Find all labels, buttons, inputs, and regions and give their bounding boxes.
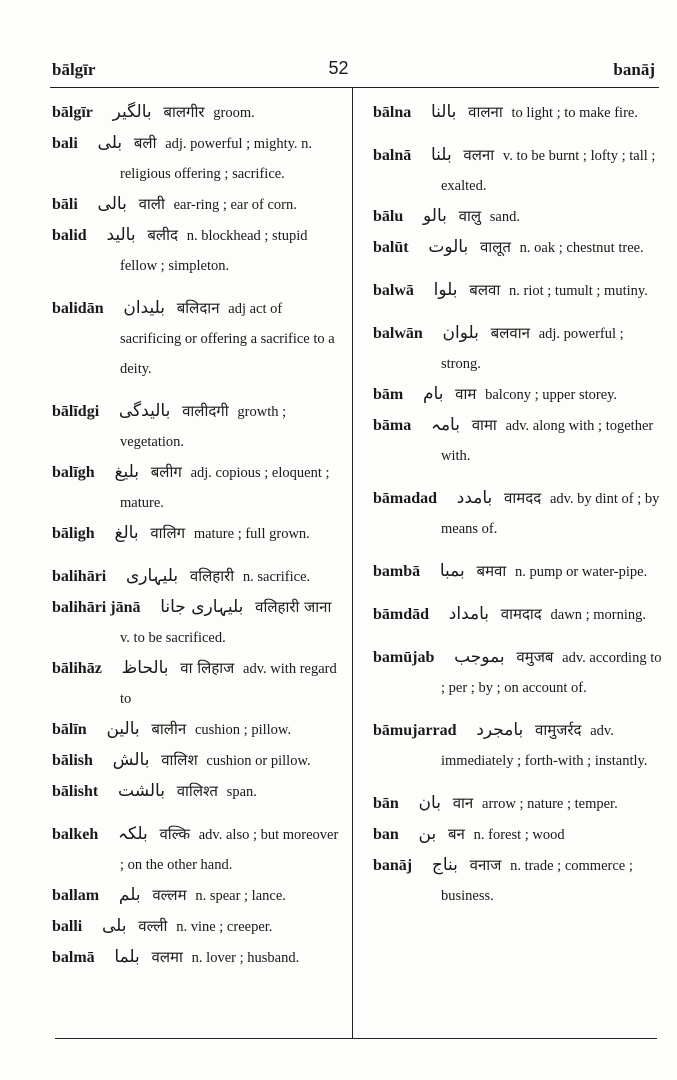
definition: n. trade ; commerce ; business. bbox=[441, 858, 633, 904]
hindi-word: वाम bbox=[455, 385, 477, 403]
headword: bālna bbox=[373, 104, 412, 121]
page-number: 52 bbox=[328, 58, 349, 78]
headword: balli bbox=[52, 918, 83, 935]
dictionary-entry bbox=[52, 776, 342, 807]
hindi-word: बलिदान bbox=[176, 299, 220, 317]
dictionary-entry bbox=[52, 745, 342, 776]
headword: balnā bbox=[373, 147, 412, 164]
dictionary-entry bbox=[52, 97, 342, 128]
footer-rule bbox=[55, 1038, 657, 1039]
hindi-word: वामा bbox=[471, 416, 497, 434]
definition: ear-ring ; ear of corn. bbox=[173, 197, 297, 213]
hindi-word: वालना bbox=[468, 103, 503, 121]
right-column bbox=[373, 97, 663, 911]
dictionary-entry bbox=[52, 293, 342, 384]
urdu-word: بالشت bbox=[118, 781, 165, 801]
urdu-word: بالنا bbox=[431, 102, 457, 122]
hindi-word: वामदाद bbox=[500, 605, 542, 623]
right-guide-word: banāj bbox=[613, 60, 655, 79]
headword: bāli bbox=[52, 196, 78, 213]
definition: to light ; to make fire. bbox=[511, 105, 638, 121]
dictionary-entry bbox=[52, 714, 342, 745]
urdu-word: بامجرد bbox=[476, 720, 524, 740]
urdu-word: بلی bbox=[101, 916, 127, 936]
hindi-word: वालीदगी bbox=[182, 402, 229, 420]
headword: bām bbox=[373, 386, 404, 403]
urdu-word: بلیدان bbox=[123, 298, 165, 318]
dictionary-entry bbox=[373, 232, 663, 263]
urdu-word: بالوت bbox=[428, 237, 469, 257]
column-divider bbox=[352, 88, 353, 1038]
hindi-word: बलीग bbox=[150, 463, 182, 481]
hindi-word: वालिश bbox=[161, 751, 198, 769]
urdu-word: بامدد bbox=[456, 488, 493, 508]
headword: bālihāz bbox=[52, 660, 102, 677]
urdu-word: بن bbox=[418, 824, 437, 844]
dictionary-entry bbox=[373, 275, 663, 306]
definition: n. pump or water-pipe. bbox=[515, 564, 648, 580]
dictionary-entry bbox=[373, 318, 663, 379]
hindi-word: बन bbox=[447, 825, 465, 843]
headword: bāmdād bbox=[373, 606, 430, 623]
definition: n. sacrifice. bbox=[242, 569, 311, 585]
hindi-word: बली bbox=[133, 134, 157, 152]
definition: adj. copious ; eloquent ; mature. bbox=[120, 465, 330, 511]
dictionary-entry bbox=[52, 220, 342, 281]
hindi-word: वलिहारी bbox=[189, 567, 235, 585]
dictionary-entry bbox=[52, 457, 342, 518]
headword: bāmadad bbox=[373, 490, 438, 507]
definition: adv. by dint of ; by means of. bbox=[441, 491, 660, 537]
dictionary-entry bbox=[373, 201, 663, 232]
left-guide-word: bālgīr bbox=[52, 60, 96, 79]
definition: span. bbox=[226, 784, 257, 800]
left-column bbox=[52, 97, 342, 973]
urdu-word: بالین bbox=[106, 719, 140, 739]
headword: balid bbox=[52, 227, 87, 244]
hindi-word: बालीन bbox=[151, 720, 187, 738]
dictionary-entry bbox=[373, 642, 663, 703]
definition: adj act of sacrificing or offering a sacrifice to a deity. bbox=[120, 301, 335, 377]
headword: balihāri bbox=[52, 568, 107, 585]
dictionary-entry bbox=[373, 483, 663, 544]
urdu-word: بمبا bbox=[439, 561, 465, 581]
urdu-word: بالو bbox=[423, 206, 447, 226]
urdu-word: بامداد bbox=[448, 604, 490, 624]
hindi-word: वलिहारी जाना bbox=[255, 598, 332, 616]
definition: groom. bbox=[213, 105, 255, 121]
definition: balcony ; upper storey. bbox=[485, 387, 618, 403]
hindi-word: वनाज bbox=[469, 856, 502, 874]
dictionary-entry bbox=[52, 819, 342, 880]
headword: bamūjab bbox=[373, 649, 435, 666]
hindi-word: वल्कि bbox=[159, 825, 190, 843]
headword: ban bbox=[373, 826, 399, 843]
dictionary-entry bbox=[373, 850, 663, 911]
definition: cushion or pillow. bbox=[206, 753, 311, 769]
hindi-word: वल्लम bbox=[152, 886, 187, 904]
hindi-word: वालिग bbox=[150, 524, 186, 542]
headword: bālgīr bbox=[52, 104, 93, 121]
dictionary-entry bbox=[373, 140, 663, 201]
dictionary-entry bbox=[52, 653, 342, 714]
headword: bāligh bbox=[52, 525, 95, 542]
definition: v. to be burnt ; lofty ; tall ; exalted. bbox=[441, 148, 656, 194]
dictionary-entry bbox=[373, 379, 663, 410]
dictionary-entry bbox=[52, 128, 342, 189]
headword: bālīdgi bbox=[52, 403, 100, 420]
headword: balidān bbox=[52, 300, 104, 317]
headword: balkeh bbox=[52, 826, 99, 843]
hindi-word: वान bbox=[452, 794, 474, 812]
dictionary-entry bbox=[373, 97, 663, 128]
headword: bān bbox=[373, 795, 399, 812]
hindi-word: वल्ली bbox=[138, 917, 168, 935]
hindi-word: वामुजर्रद bbox=[535, 721, 582, 739]
urdu-word: بالحاظ bbox=[121, 658, 169, 678]
headword: bālu bbox=[373, 208, 404, 225]
hindi-word: बमवा bbox=[476, 562, 507, 580]
headword: bālisht bbox=[52, 783, 99, 800]
dictionary-entry bbox=[373, 788, 663, 819]
dictionary-entry bbox=[52, 911, 342, 942]
headword: balihāri jānā bbox=[52, 599, 141, 616]
hindi-word: बालगीर bbox=[163, 103, 205, 121]
page-header bbox=[0, 58, 677, 82]
hindi-word: वालूत bbox=[479, 238, 511, 256]
urdu-word: بالگیر bbox=[112, 102, 152, 122]
definition: n. riot ; tumult ; mutiny. bbox=[509, 283, 648, 299]
urdu-word: بلما bbox=[114, 947, 140, 967]
headword: bāma bbox=[373, 417, 412, 434]
definition: n. blockhead ; stupid fellow ; simpleton. bbox=[120, 228, 308, 274]
hindi-word: बलवान bbox=[490, 324, 530, 342]
hindi-word: वा लिहाज bbox=[180, 659, 235, 677]
headword: bālīn bbox=[52, 721, 87, 738]
dictionary-entry bbox=[373, 556, 663, 587]
dictionary-entry bbox=[373, 410, 663, 471]
headword: bālish bbox=[52, 752, 93, 769]
definition: adv. immediately ; forth-with ; instantly. bbox=[441, 723, 648, 769]
definition: growth ; vegetation. bbox=[120, 404, 287, 450]
headword: balīgh bbox=[52, 464, 95, 481]
urdu-word: بالش bbox=[112, 750, 150, 770]
definition: v. to be sacrificed. bbox=[120, 630, 226, 646]
urdu-word: بالی bbox=[97, 194, 127, 214]
urdu-word: بلوان bbox=[442, 323, 479, 343]
header-rule bbox=[50, 87, 659, 88]
headword: bambā bbox=[373, 563, 421, 580]
urdu-word: بالید bbox=[106, 225, 136, 245]
dictionary-entry bbox=[373, 715, 663, 776]
dictionary-entry bbox=[52, 592, 342, 653]
definition: n. forest ; wood bbox=[473, 827, 565, 843]
definition: adj. powerful ; mighty. n. religious offering ; sacrifice. bbox=[120, 136, 313, 182]
hindi-word: वलमा bbox=[151, 948, 183, 966]
dictionary-entry bbox=[373, 599, 663, 630]
headword: bali bbox=[52, 135, 78, 152]
urdu-word: بلیہاری جانا bbox=[160, 597, 244, 617]
definition: n. spear ; lance. bbox=[195, 888, 286, 904]
urdu-word: بلکہ bbox=[118, 824, 148, 844]
headword: banāj bbox=[373, 857, 413, 874]
hindi-word: बलवा bbox=[469, 281, 501, 299]
hindi-word: वमुजब bbox=[516, 648, 554, 666]
dictionary-entry bbox=[373, 819, 663, 850]
urdu-word: بلوا bbox=[433, 280, 458, 300]
definition: adj. powerful ; strong. bbox=[441, 326, 624, 372]
hindi-word: वाली bbox=[138, 195, 165, 213]
urdu-word: بان bbox=[418, 793, 441, 813]
urdu-word: بلی bbox=[97, 133, 123, 153]
definition: arrow ; nature ; temper. bbox=[482, 796, 618, 812]
dictionary-entry bbox=[52, 518, 342, 549]
definition: sand. bbox=[489, 209, 520, 225]
urdu-word: بامہ bbox=[430, 415, 460, 435]
dictionary-entry bbox=[52, 396, 342, 457]
hindi-word: वालिश्त bbox=[176, 782, 218, 800]
definition: adv. also ; but moreover ; on the other hand. bbox=[120, 827, 339, 873]
hindi-word: वालु bbox=[458, 207, 482, 225]
dictionary-entry bbox=[52, 942, 342, 973]
headword: bāmujarrad bbox=[373, 722, 457, 739]
headword: balwān bbox=[373, 325, 423, 342]
definition: n. oak ; chestnut tree. bbox=[519, 240, 644, 256]
definition: n. lover ; husband. bbox=[191, 950, 300, 966]
definition: n. vine ; creeper. bbox=[176, 919, 273, 935]
hindi-word: वलना bbox=[463, 146, 495, 164]
definition: adv. along with ; together with. bbox=[441, 418, 654, 464]
urdu-word: بلم bbox=[118, 885, 141, 905]
hindi-word: वामदद bbox=[504, 489, 542, 507]
dictionary-entry bbox=[52, 880, 342, 911]
urdu-word: بالیدگی bbox=[118, 401, 171, 421]
dictionary-entry bbox=[52, 561, 342, 592]
urdu-word: بلنا bbox=[431, 145, 452, 165]
definition: adv. with regard to bbox=[120, 661, 337, 707]
definition: adv. according to ; per ; by ; on account of. bbox=[441, 650, 662, 696]
urdu-word: بام bbox=[422, 384, 444, 404]
dictionary-entry bbox=[52, 189, 342, 220]
definition: mature ; full grown. bbox=[193, 526, 310, 542]
urdu-word: بموجب bbox=[454, 647, 505, 667]
urdu-word: بناج bbox=[431, 855, 458, 875]
definition: dawn ; morning. bbox=[550, 607, 646, 623]
urdu-word: بلیہاری bbox=[125, 566, 179, 586]
headword: ballam bbox=[52, 887, 100, 904]
headword: balūt bbox=[373, 239, 409, 256]
headword: balwā bbox=[373, 282, 414, 299]
urdu-word: بلیغ bbox=[114, 462, 139, 482]
definition: cushion ; pillow. bbox=[194, 722, 292, 738]
headword: balmā bbox=[52, 949, 95, 966]
hindi-word: बलीद bbox=[147, 226, 178, 244]
urdu-word: بالغ bbox=[114, 523, 139, 543]
